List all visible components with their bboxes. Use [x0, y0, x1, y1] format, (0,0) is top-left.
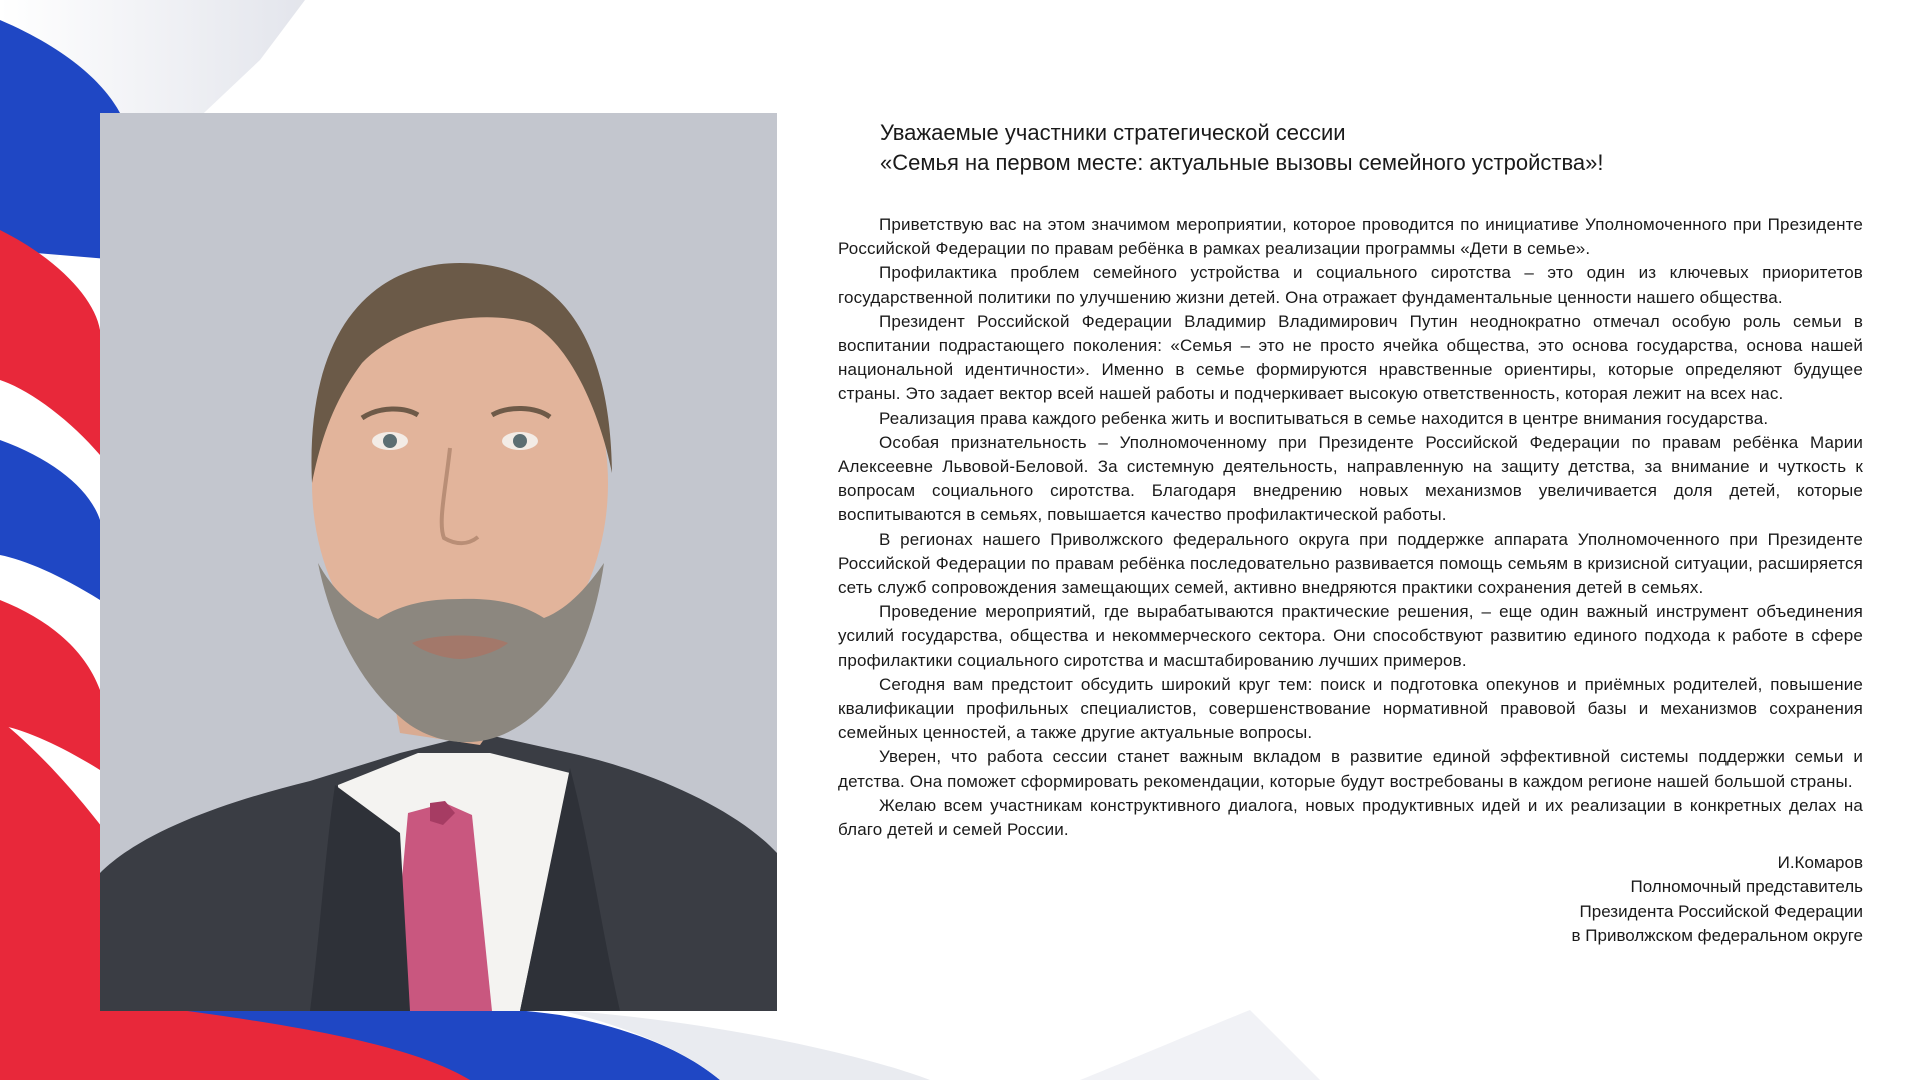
signature-name: И.Комаров [1777, 853, 1863, 873]
paragraph: Проведение мероприятий, где вырабатываются практические решения, – еще один важный инструмент объединения усилий государства, общества и некоммерческого сектора. Они способствуют развитию единого подхода к работе в сфере профилактики социального сиротства и масштабированию лучших примеров. [838, 602, 1863, 670]
signature-block [838, 851, 1863, 948]
paragraph: Реализация права каждого ребенка жить и воспитываться в семье находится в центре внимания государства. [879, 408, 1769, 428]
paragraph: Профилактика проблем семейного устройства и социального сиротства – это один из ключевых приоритетов государственной политики по улучшению жизни детей. Она отражает фундаментальные ценности нашего общества. [838, 263, 1863, 307]
paragraph: Особая признательность – Уполномоченному при Президенте Российской Федерации по правам ребёнка Марии Алексеевне Львовой-Беловой. За системную деятельность, направленную на защиту детства, за внимание и чуткость к вопросам социального сиротства. Благодаря внедрению новых механизмов увеличивается доля детей, которые воспитываются в семьях, повышается качество профилактической работы. [838, 432, 1863, 525]
paragraph: В регионах нашего Приволжского федерального округа при поддержке аппарата Уполномоченного при Президенте Российской Федерации по правам ребёнка последовательно развивается помощь семьям в кризисной ситуации, расширяется сеть служб сопровождения замещающих семей, активно внедряются практики сохранения детей в семьях. [838, 529, 1863, 598]
signature-title-line-3: в Приволжском федеральном округе [1571, 925, 1863, 945]
paragraph: Президент Российской Федерации Владимир Владимирович Путин неоднократно отмечал особую роль семьи в воспитании подрастающего поколения: «Семья – это не просто ячейка общества, это основа государства, основа нашей национальной идентичности». Именно в семье формируются нравственные ориентиры, которые определяют будущее страны. Это задает вектор всей нашей работы и подчеркивает высокую ответственность, которая лежит на всех нас. [838, 311, 1863, 404]
paragraph: Сегодня вам предстоит обсудить широкий круг тем: поиск и подготовка опекунов и приёмных родителей, повышение квалификации профильных специалистов, совершенствование нормативной правовой базы и механизмов сохранения семейных ценностей, а также другие актуальные вопросы. [838, 674, 1863, 743]
paragraph: Уверен, что работа сессии станет важным вкладом в развитие единой эффективной системы поддержки семьи и детства. Она поможет сформировать рекомендации, которые будут востребованы в каждом регионе нашей большой страны. [838, 747, 1863, 791]
letter [838, 118, 1863, 948]
paragraph: Приветствую вас на этом значимом мероприятии, которое проводится по инициативе Уполномоченного при Президенте Российской Федерации по правам ребёнка в рамках реализации программы «Дети в семье». [838, 215, 1863, 259]
heading-line-1: Уважаемые участники стратегической сессии [880, 120, 1346, 145]
letter-heading [880, 118, 1863, 178]
signature-title-line-1: Полномочный представитель [1630, 877, 1863, 897]
portrait-photo [100, 113, 777, 1011]
paragraph: Желаю всем участникам конструктивного диалога, новых продуктивных идей и их реализации в конкретных делах на благо детей и семей России. [838, 795, 1863, 840]
letter-body [838, 213, 1863, 842]
signature-title-line-2: Президента Российской Федерации [1579, 901, 1863, 921]
heading-line-2: «Семья на первом месте: актуальные вызовы семейного устройства»! [880, 150, 1604, 175]
